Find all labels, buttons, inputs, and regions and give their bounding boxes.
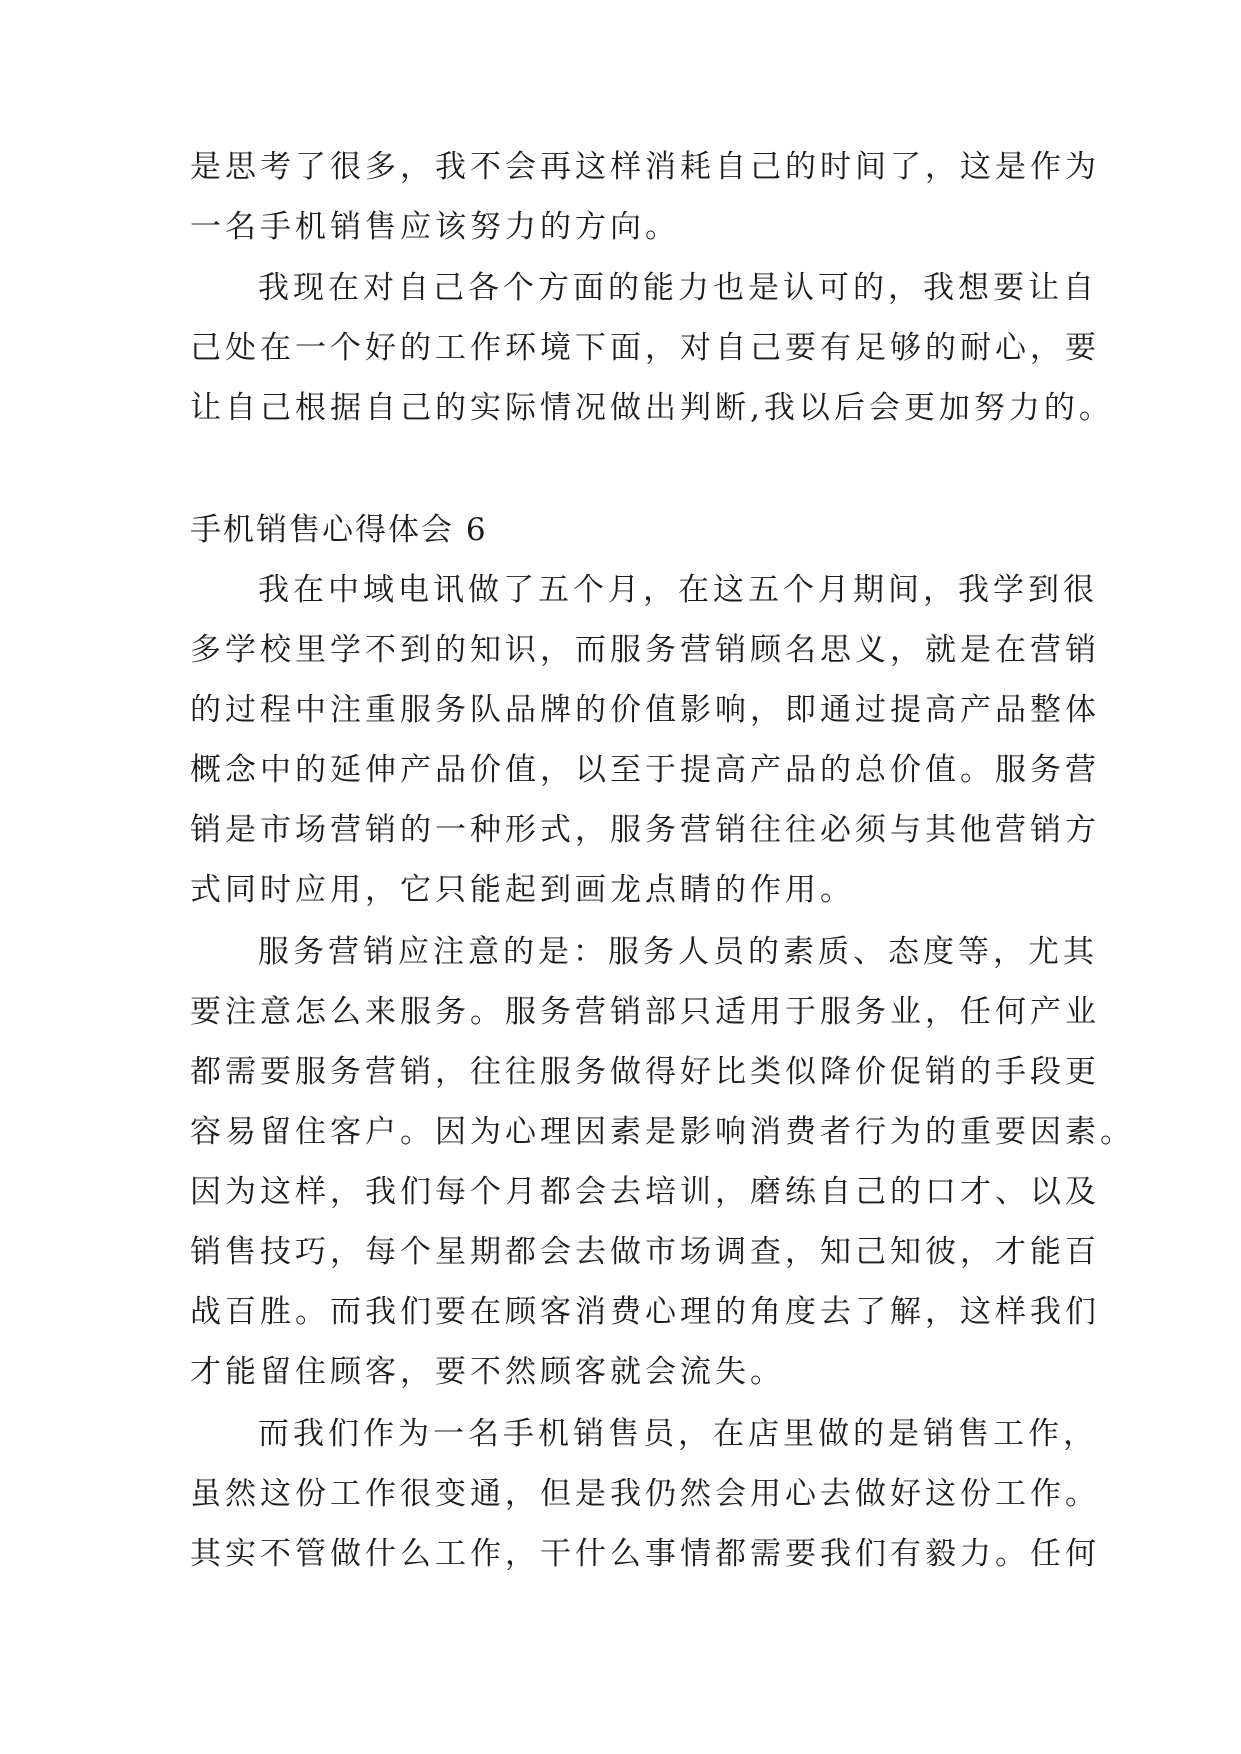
section-heading [190,500,1070,560]
text-line: 要注意怎么来服务。服务营销部只适用于服务业，任何产业 [190,994,1100,1030]
text-line: 一名手机销售应该努力的方向。 [190,209,680,245]
paragraph-service-notes [190,922,1135,1402]
text-line: 销是市场营销的一种形式，服务营销往往必须与其他营销方 [190,812,1100,848]
text-line: 概念中的延伸产品价值，以至于提高产品的总价值。服务营 [190,752,1100,788]
text-line: 虽然这份工作很变通，但是我仍然会用心去做好这份工作。 [190,1476,1100,1512]
text-line: 让自己根据自己的实际情况做出判断,我以后会更加努力的。 [190,390,1114,426]
text-line: 才能留住顾客，要不然顾客就会流失。 [190,1354,785,1390]
text-line: 因为这样，我们每个月都会去培训，磨练自己的口才、以及 [190,1174,1100,1210]
text-line: 而我们作为一名手机销售员，在店里做的是销售工作， [258,1416,1098,1452]
text-line: 容易留住客户。因为心理因素是影响消费者行为的重要因素。 [190,1114,1135,1150]
text-line: 我在中域电讯做了五个月，在这五个月期间，我学到很 [258,572,1098,608]
paragraph-sales-work [190,1404,1100,1584]
text-line: 式同时应用，它只能起到画龙点睛的作用。 [190,872,855,908]
heading-text: 手机销售心得体会 6 [190,512,488,548]
text-line: 的过程中注重服务队品牌的价值影响，即通过提高产品整体 [190,692,1100,728]
text-line: 销售技巧，每个星期都会去做市场调查，知己知彼，才能百 [190,1234,1100,1270]
text-line: 我现在对自己各个方面的能力也是认可的，我想要让自 [258,270,1098,306]
text-line: 是思考了很多，我不会再这样消耗自己的时间了，这是作为 [190,149,1100,185]
paragraph-continuation [190,137,1100,257]
text-line: 都需要服务营销，往往服务做得好比类似降价促销的手段更 [190,1054,1100,1090]
text-line: 己处在一个好的工作环境下面，对自己要有足够的耐心，要 [190,330,1100,366]
text-line: 多学校里学不到的知识，而服务营销顾名思义，就是在营销 [190,632,1100,668]
paragraph-self-assessment [190,258,1114,438]
text-line: 服务营销应注意的是：服务人员的素质、态度等，尤其 [258,934,1098,970]
paragraph-service-marketing [190,560,1100,920]
text-line: 其实不管做什么工作，干什么事情都需要我们有毅力。任何 [190,1536,1100,1572]
text-line: 战百胜。而我们要在顾客消费心理的角度去了解，这样我们 [190,1294,1100,1330]
